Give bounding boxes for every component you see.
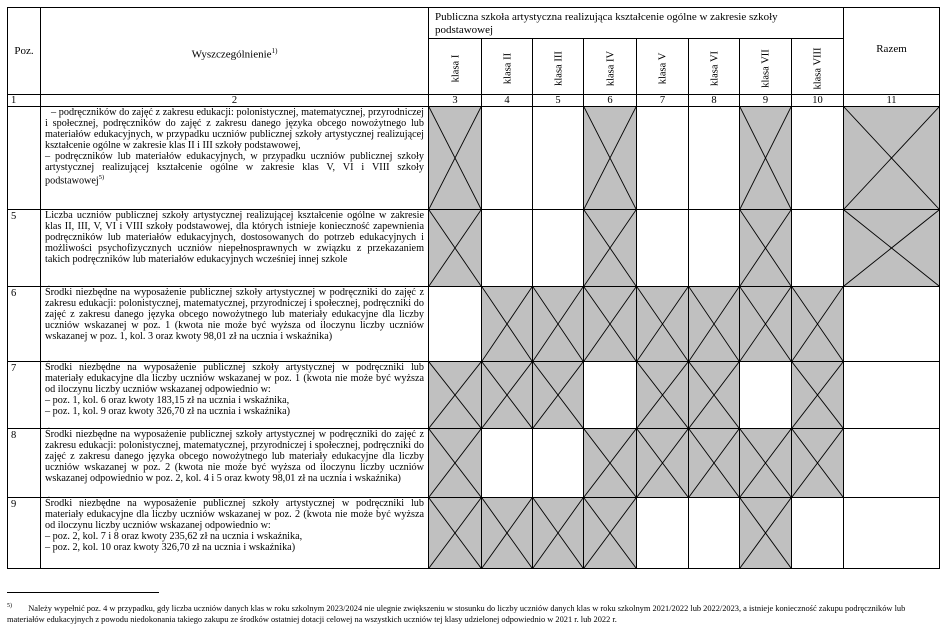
header-class-label: klasa IV xyxy=(605,50,616,87)
header-class-label: klasa VI xyxy=(709,50,720,87)
row-value-cell xyxy=(843,497,940,569)
row-value-cell xyxy=(843,361,940,429)
header-class-cell xyxy=(481,38,533,95)
row-crossed-cell xyxy=(739,428,792,498)
header-class-label: klasa I xyxy=(450,54,461,83)
header-group-label: Publiczna szkoła artystyczna realizująca kształcenie ogólne w zakresie szkoły podstawowej xyxy=(435,11,778,36)
cross-mark xyxy=(533,287,583,361)
row-value-cell xyxy=(636,497,689,569)
cross-mark xyxy=(844,107,939,209)
row-description-line: – poz. 2, kol. 7 i 8 oraz kwoty 235,62 zł na ucznia i wskaźnika, xyxy=(45,530,303,542)
row-crossed-cell xyxy=(481,286,533,362)
header-class-cell xyxy=(532,38,584,95)
row-crossed-cell xyxy=(532,497,584,569)
cross-mark xyxy=(533,498,583,568)
row-crossed-cell xyxy=(481,361,533,429)
row-crossed-cell xyxy=(843,106,940,210)
row-value-cell xyxy=(532,106,584,210)
row-crossed-cell xyxy=(428,361,482,429)
row-desc-cell xyxy=(40,361,429,429)
cross-mark xyxy=(792,429,843,497)
row-crossed-cell xyxy=(791,428,844,498)
cross-mark xyxy=(584,107,636,209)
row-pos-cell xyxy=(7,106,41,210)
row-value-cell xyxy=(739,361,792,429)
row-value-cell xyxy=(428,286,482,362)
col-number: 7 xyxy=(659,95,666,106)
row-description-line: Środki niezbędne na wyposażenie publicznej szkoły artystycznej w podręczniki do zajęć z zakresu edukacji: polonistycznej, matematycznej, przyrodniczej i społecznej, podręczniki do zajęć z zakresu danego języka obcego nowożytnego lub materiały edukacyjne dla liczby uczniów wskazanej w poz. 1 (kwota nie może być wyższa od iloczynu liczby uczniów wskazanej w poz. 1, kol. 3 oraz kwoty 98,01 zł na ucznia i wskaźnika) xyxy=(45,287,424,342)
header-class-label: klasa VIII xyxy=(812,47,824,90)
row-crossed-cell xyxy=(636,361,689,429)
row-value-cell xyxy=(481,209,533,287)
row-value-cell xyxy=(791,209,844,287)
col-number: 11 xyxy=(886,95,897,106)
row-value-cell xyxy=(791,497,844,569)
row-pos-cell xyxy=(7,286,41,362)
row-crossed-cell xyxy=(583,209,637,287)
row-description-line: Środki niezbędne na wyposażenie publicznej szkoły artystycznej w podręczniki lub materiały edukacyjne dla liczby uczniów wskazanej w poz. 2 (kwota nie może być wyższa od iloczynu liczby uczniów wskazanej odpowiednio w: xyxy=(45,498,424,531)
cross-mark xyxy=(740,429,791,497)
cross-mark xyxy=(637,429,688,497)
row-crossed-cell xyxy=(739,286,792,362)
row-value-cell xyxy=(843,286,940,362)
row-description xyxy=(45,288,424,343)
row-value-cell xyxy=(791,106,844,210)
header-group-cell xyxy=(428,7,844,39)
row-crossed-cell xyxy=(428,106,482,210)
row-crossed-cell xyxy=(688,361,740,429)
header-pos-label: Poz. xyxy=(14,45,34,57)
cross-mark xyxy=(792,287,843,361)
header-total-label: Razem xyxy=(876,43,907,55)
header-class-cell xyxy=(739,38,792,95)
cross-mark xyxy=(637,362,688,428)
row-crossed-cell xyxy=(688,428,740,498)
row-value-cell xyxy=(636,209,689,287)
col-number: 5 xyxy=(555,95,561,106)
row-desc-cell xyxy=(40,209,429,287)
row-crossed-cell xyxy=(428,428,482,498)
row-value-cell xyxy=(532,209,584,287)
header-class-label: klasa VII xyxy=(760,49,772,88)
row-crossed-cell xyxy=(583,106,637,210)
row-crossed-cell xyxy=(791,361,844,429)
row-crossed-cell xyxy=(791,286,844,362)
header-desc-cell xyxy=(40,7,429,95)
row-description-line: Środki niezbędne na wyposażenie publicznej szkoły artystycznej w podręczniki lub materiały edukacyjne dla liczby uczniów wskazanej w poz. 1 (kwota nie może być wyższa od iloczynu liczby uczniów wskazanej odpowiednio w: xyxy=(45,362,424,395)
row-value-cell xyxy=(532,428,584,498)
footnote xyxy=(7,601,937,625)
row-description xyxy=(45,211,424,266)
cross-mark xyxy=(482,287,532,361)
col-number: 8 xyxy=(711,95,717,106)
row-description xyxy=(45,108,424,188)
row-pos: 6 xyxy=(11,288,17,299)
cross-mark xyxy=(429,107,481,209)
cross-mark xyxy=(689,429,739,497)
row-description-line: Liczba uczniów publicznej szkoły artystycznej realizującej kształcenie ogólne w zakresie klas II, III, V, VI i VIII szkoły podstawowej, dla których istnieje konieczność zapewnienia podręczników lub materiałów edukacyjnych, dostosowanych do potrzeb edukacyjnych i możliwości psychofizycznych uczniów niepełnosprawnych w związku z przekazaniem takich podręczników lub materiałów edukacyjnych wcześniej innej szkole xyxy=(45,210,424,265)
cross-mark xyxy=(584,210,636,286)
footnote-marker: 5) xyxy=(7,603,12,609)
col-number: 10 xyxy=(812,95,823,106)
row-pos-cell xyxy=(7,209,41,287)
col-number: 4 xyxy=(504,95,510,106)
cross-mark xyxy=(533,362,583,428)
row-description xyxy=(45,430,424,485)
row-crossed-cell xyxy=(532,361,584,429)
row-value-cell xyxy=(636,106,689,210)
cross-mark xyxy=(429,210,481,286)
col-number: 1 xyxy=(11,95,17,106)
row-pos-cell xyxy=(7,428,41,498)
cross-mark xyxy=(429,362,481,428)
cross-mark xyxy=(584,498,636,568)
col-number: 9 xyxy=(762,95,769,106)
row-crossed-cell xyxy=(583,286,637,362)
row-crossed-cell xyxy=(739,106,792,210)
row-description-line: – poz. 1, kol. 9 oraz kwoty 326,70 zł na ucznia i wskaźnika) xyxy=(45,405,290,417)
cross-mark xyxy=(637,287,688,361)
row-description-line: – poz. 1, kol. 6 oraz kwoty 183,15 zł na ucznia i wskaźnika, xyxy=(45,394,290,406)
row-description-line: – poz. 2, kol. 10 oraz kwoty 326,70 zł na ucznia i wskaźnika) xyxy=(45,541,296,553)
header-class-cell xyxy=(428,38,482,95)
row-value-cell xyxy=(481,106,533,210)
footnote-separator xyxy=(7,592,159,593)
row-crossed-cell xyxy=(428,209,482,287)
header-total-cell xyxy=(843,7,940,95)
cross-mark xyxy=(740,287,791,361)
row-description xyxy=(45,499,424,554)
header-desc-label xyxy=(41,45,428,62)
header-class-cell xyxy=(688,38,740,95)
col-number: 3 xyxy=(452,95,458,106)
header-class-label: klasa III xyxy=(553,51,564,86)
cross-mark xyxy=(482,498,532,568)
row-desc-cell xyxy=(40,106,429,210)
row-pos: 7 xyxy=(11,363,17,374)
header-desc-text: Wyszczególnienie xyxy=(191,48,272,61)
row-value-cell xyxy=(843,428,940,498)
row-pos: 8 xyxy=(11,430,17,441)
row-crossed-cell xyxy=(428,497,482,569)
row-value-cell xyxy=(688,497,740,569)
cross-mark xyxy=(844,210,939,286)
row-desc-cell xyxy=(40,286,429,362)
row-description xyxy=(45,363,424,418)
cross-mark xyxy=(689,287,739,361)
cross-mark xyxy=(429,429,481,497)
row-crossed-cell xyxy=(636,286,689,362)
row-description-line: – podręczników lub materiałów edukacyjnych, w przypadku uczniów publicznej szkoły artystycznej realizującej kształcenie ogólne w zakresie klas V, VI i VIII szkoły podstawowej$^{5)}$ xyxy=(45,150,424,187)
row-description-sup: 5) xyxy=(98,174,105,182)
row-desc-cell xyxy=(40,428,429,498)
col-number: 6 xyxy=(607,95,613,106)
cross-mark xyxy=(584,429,636,497)
cross-mark xyxy=(740,210,791,286)
row-value-cell xyxy=(688,106,740,210)
header-pos-cell xyxy=(7,7,41,95)
row-crossed-cell xyxy=(739,497,792,569)
row-crossed-cell xyxy=(481,497,533,569)
cross-mark xyxy=(689,362,739,428)
row-value-cell xyxy=(688,209,740,287)
row-pos-cell xyxy=(7,497,41,569)
header-class-label: klasa V xyxy=(657,52,669,85)
cross-mark xyxy=(740,498,791,568)
row-crossed-cell xyxy=(739,209,792,287)
row-pos: 9 xyxy=(11,499,17,510)
row-value-cell xyxy=(583,361,637,429)
header-desc-sup: 1) xyxy=(271,47,278,55)
row-pos-cell xyxy=(7,361,41,429)
row-crossed-cell xyxy=(583,428,637,498)
row-description-line: Środki niezbędne na wyposażenie publicznej szkoły artystycznej w podręczniki do zajęć z zakresu edukacji: polonistycznej, matematycznej, przyrodniczej i społecznej, podręczniki do zajęć z zakresu danego języka obcego nowożytnego lub materiały edukacyjne dla liczby uczniów wskazanej w poz. 2 (kwota nie może być wyższa od iloczynu liczby uczniów wskazanej odpowiednio w poz. 2, kol. 4 i 5 oraz kwoty 98,01 zł na ucznia i wskaźnika) xyxy=(45,429,424,484)
row-pos: 5 xyxy=(11,211,17,222)
footnote-text: Należy wypełnić poz. 4 w przypadku, gdy liczba uczniów danych klas w roku szkolnym 2023/2024 nie ulegnie zwiększeniu w stosunku do liczby uczniów danych klas w roku szkolnym 2021/2022 lub 2022/2023, a istnieje konieczność zakupu podręczników lub materiałów edukacyjnych z powodu niedokonania takiego zakupu ze środków ostatniej dotacji celowej na wszystkich uczniów tej klasy udzielonej odpowiednio w 2021 r. lub 2022 r. xyxy=(7,603,906,625)
col-number: 2 xyxy=(231,95,238,106)
header-class-cell xyxy=(636,38,689,95)
row-crossed-cell xyxy=(636,428,689,498)
cross-mark xyxy=(792,362,843,428)
row-crossed-cell xyxy=(583,497,637,569)
row-crossed-cell xyxy=(688,286,740,362)
header-class-cell xyxy=(583,38,637,95)
row-crossed-cell xyxy=(532,286,584,362)
header-class-cell xyxy=(791,38,844,95)
row-desc-cell xyxy=(40,497,429,569)
cross-mark xyxy=(584,287,636,361)
row-crossed-cell xyxy=(843,209,940,287)
cross-mark xyxy=(740,107,791,209)
cross-mark xyxy=(482,362,532,428)
cross-mark xyxy=(429,498,481,568)
row-description-line: – podręczników do zajęć z zakresu edukacji: polonistycznej, matematycznej, przyrodniczej i społecznej, podręczników do zajęć z zakresu danego języka obcego nowożytnego lub materiałów edukacyjnych, w przypadku uczniów publicznej szkoły artystycznej realizującej kształcenie ogólne w zakresie klas II i III szkoły podstawowej, xyxy=(45,107,424,151)
header-class-label: klasa II xyxy=(502,52,513,85)
row-value-cell xyxy=(481,428,533,498)
